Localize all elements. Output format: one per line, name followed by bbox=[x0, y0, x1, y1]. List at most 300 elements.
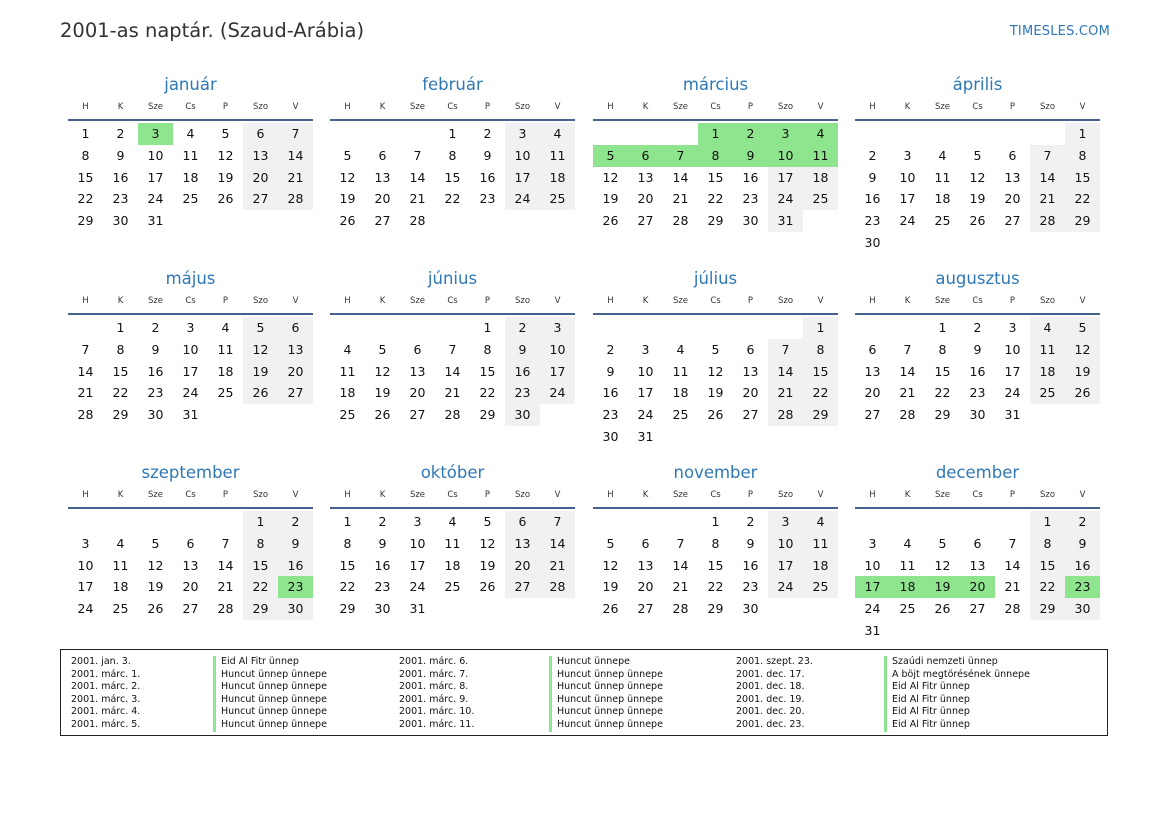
day-cell[interactable]: 14 bbox=[768, 361, 803, 383]
day-cell[interactable]: 10 bbox=[768, 533, 803, 555]
day-cell[interactable]: 3 bbox=[768, 123, 803, 145]
day-cell[interactable]: 30 bbox=[742, 213, 759, 229]
day-cell[interactable]: 22 bbox=[707, 579, 724, 595]
day-cell[interactable]: 11 bbox=[934, 169, 951, 185]
day-cell[interactable]: 23 bbox=[479, 191, 496, 207]
day-cell[interactable]: 25 bbox=[339, 407, 356, 423]
day-cell[interactable]: 30 bbox=[1065, 598, 1100, 620]
day-cell[interactable]: 12 bbox=[217, 147, 234, 163]
day-cell[interactable]: 8 bbox=[81, 147, 90, 163]
day-cell[interactable]: 14 bbox=[409, 169, 426, 185]
day-cell[interactable]: 15 bbox=[1065, 167, 1100, 189]
day-cell[interactable]: 28 bbox=[768, 404, 803, 426]
day-cell[interactable]: 6 bbox=[746, 341, 755, 357]
day-cell[interactable]: 23 bbox=[742, 579, 759, 595]
day-cell[interactable]: 28 bbox=[444, 407, 461, 423]
day-cell[interactable]: 24 bbox=[1004, 385, 1021, 401]
day-cell[interactable]: 18 bbox=[672, 385, 689, 401]
day-cell[interactable]: 13 bbox=[505, 533, 540, 555]
day-cell[interactable]: 19 bbox=[374, 385, 391, 401]
day-cell[interactable]: 12 bbox=[374, 363, 391, 379]
day-cell[interactable]: 3 bbox=[903, 147, 912, 163]
day-cell[interactable]: 20 bbox=[409, 385, 426, 401]
day-cell[interactable]: 10 bbox=[409, 535, 426, 551]
day-cell[interactable]: 8 bbox=[243, 533, 278, 555]
day-cell[interactable]: 28 bbox=[77, 407, 94, 423]
day-cell[interactable]: 31 bbox=[864, 622, 881, 638]
day-cell[interactable]: 3 bbox=[540, 317, 575, 339]
day-cell[interactable]: 25 bbox=[803, 188, 838, 210]
day-cell[interactable]: 4 bbox=[938, 147, 947, 163]
day-cell[interactable]: 18 bbox=[1030, 361, 1065, 383]
day-cell[interactable]: 15 bbox=[934, 363, 951, 379]
day-cell[interactable]: 1 bbox=[698, 123, 733, 145]
day-cell[interactable]: 7 bbox=[221, 535, 230, 551]
day-cell[interactable]: 2 bbox=[483, 126, 492, 141]
day-cell[interactable]: 4 bbox=[676, 341, 685, 357]
day-cell[interactable]: 19 bbox=[602, 191, 619, 207]
day-cell[interactable]: 31 bbox=[768, 210, 803, 232]
day-cell[interactable]: 21 bbox=[672, 191, 689, 207]
day-cell[interactable]: 13 bbox=[409, 363, 426, 379]
day-cell[interactable]: 21 bbox=[409, 191, 426, 207]
day-cell[interactable]: 22 bbox=[707, 191, 724, 207]
day-cell[interactable]: 16 bbox=[278, 555, 313, 577]
day-cell[interactable]: 9 bbox=[278, 533, 313, 555]
day-cell[interactable]: 23 bbox=[112, 191, 129, 207]
day-cell[interactable]: 2 bbox=[746, 514, 755, 529]
day-cell[interactable]: 20 bbox=[742, 385, 759, 401]
day-cell[interactable]: 14 bbox=[77, 363, 94, 379]
day-cell[interactable]: 12 bbox=[707, 363, 724, 379]
day-cell[interactable]: 27 bbox=[864, 407, 881, 423]
day-cell[interactable]: 10 bbox=[768, 145, 803, 167]
day-cell[interactable]: 24 bbox=[864, 601, 881, 617]
day-cell[interactable]: 22 bbox=[339, 579, 356, 595]
day-cell[interactable]: 1 bbox=[1030, 511, 1065, 533]
day-cell[interactable]: 30 bbox=[278, 598, 313, 620]
day-cell[interactable]: 27 bbox=[243, 188, 278, 210]
day-cell[interactable]: 29 bbox=[339, 601, 356, 617]
day-cell[interactable]: 2 bbox=[973, 320, 982, 335]
day-cell[interactable]: 8 bbox=[938, 341, 947, 357]
day-cell[interactable]: 7 bbox=[448, 341, 457, 357]
day-cell[interactable]: 14 bbox=[540, 533, 575, 555]
day-cell[interactable]: 23 bbox=[505, 382, 540, 404]
day-cell[interactable]: 21 bbox=[278, 167, 313, 189]
day-cell[interactable]: 2 bbox=[505, 317, 540, 339]
day-cell[interactable]: 29 bbox=[112, 407, 129, 423]
day-cell[interactable]: 25 bbox=[217, 385, 234, 401]
day-cell[interactable]: 1 bbox=[803, 317, 838, 339]
day-cell[interactable]: 30 bbox=[112, 213, 129, 229]
day-cell[interactable]: 10 bbox=[899, 169, 916, 185]
day-cell[interactable]: 13 bbox=[742, 363, 759, 379]
day-cell[interactable]: 12 bbox=[602, 169, 619, 185]
day-cell[interactable]: 11 bbox=[803, 533, 838, 555]
day-cell[interactable]: 6 bbox=[628, 145, 663, 167]
day-cell[interactable]: 12 bbox=[243, 339, 278, 361]
day-cell[interactable]: 14 bbox=[1004, 557, 1021, 573]
day-cell[interactable]: 18 bbox=[540, 167, 575, 189]
day-cell[interactable]: 5 bbox=[378, 341, 387, 357]
day-cell[interactable]: 29 bbox=[707, 601, 724, 617]
day-cell[interactable]: 16 bbox=[479, 169, 496, 185]
day-cell[interactable]: 17 bbox=[77, 579, 94, 595]
day-cell[interactable]: 13 bbox=[969, 557, 986, 573]
day-cell[interactable]: 28 bbox=[899, 407, 916, 423]
day-cell[interactable]: 6 bbox=[1008, 147, 1017, 163]
day-cell[interactable]: 5 bbox=[973, 147, 982, 163]
day-cell[interactable]: 5 bbox=[343, 147, 352, 163]
day-cell[interactable]: 9 bbox=[483, 147, 492, 163]
day-cell[interactable]: 27 bbox=[742, 407, 759, 423]
day-cell[interactable]: 25 bbox=[1030, 382, 1065, 404]
day-cell[interactable]: 4 bbox=[903, 535, 912, 551]
day-cell[interactable]: 4 bbox=[116, 535, 125, 551]
day-cell[interactable]: 18 bbox=[182, 169, 199, 185]
day-cell[interactable]: 15 bbox=[707, 169, 724, 185]
day-cell[interactable]: 19 bbox=[339, 191, 356, 207]
day-cell[interactable]: 31 bbox=[147, 213, 164, 229]
day-cell[interactable]: 20 bbox=[374, 191, 391, 207]
day-cell[interactable]: 16 bbox=[864, 191, 881, 207]
day-cell[interactable]: 9 bbox=[606, 363, 615, 379]
day-cell[interactable]: 3 bbox=[868, 535, 877, 551]
day-cell[interactable]: 30 bbox=[864, 234, 881, 250]
day-cell[interactable]: 4 bbox=[803, 511, 838, 533]
day-cell[interactable]: 21 bbox=[444, 385, 461, 401]
day-cell[interactable]: 14 bbox=[278, 145, 313, 167]
day-cell[interactable]: 7 bbox=[1030, 145, 1065, 167]
day-cell[interactable]: 10 bbox=[147, 147, 164, 163]
day-cell[interactable]: 25 bbox=[444, 579, 461, 595]
day-cell[interactable]: 14 bbox=[1030, 167, 1065, 189]
day-cell[interactable]: 4 bbox=[343, 341, 352, 357]
day-cell[interactable]: 10 bbox=[864, 557, 881, 573]
day-cell[interactable]: 6 bbox=[505, 511, 540, 533]
day-cell[interactable]: 12 bbox=[1065, 339, 1100, 361]
day-cell[interactable]: 3 bbox=[138, 123, 173, 145]
day-cell[interactable]: 21 bbox=[768, 382, 803, 404]
day-cell[interactable]: 17 bbox=[768, 167, 803, 189]
day-cell[interactable]: 30 bbox=[147, 407, 164, 423]
day-cell[interactable]: 25 bbox=[540, 188, 575, 210]
day-cell[interactable]: 1 bbox=[448, 126, 457, 141]
day-cell[interactable]: 21 bbox=[540, 555, 575, 577]
day-cell[interactable]: 7 bbox=[903, 341, 912, 357]
day-cell[interactable]: 29 bbox=[479, 407, 496, 423]
day-cell[interactable]: 30 bbox=[969, 407, 986, 423]
day-cell[interactable]: 5 bbox=[243, 317, 278, 339]
day-cell[interactable]: 19 bbox=[707, 385, 724, 401]
day-cell[interactable]: 16 bbox=[374, 557, 391, 573]
day-cell[interactable]: 14 bbox=[672, 169, 689, 185]
day-cell[interactable]: 25 bbox=[672, 407, 689, 423]
day-cell[interactable]: 23 bbox=[742, 191, 759, 207]
day-cell[interactable]: 5 bbox=[151, 535, 160, 551]
day-cell[interactable]: 19 bbox=[1065, 361, 1100, 383]
day-cell[interactable]: 7 bbox=[540, 511, 575, 533]
day-cell[interactable]: 27 bbox=[505, 576, 540, 598]
day-cell[interactable]: 13 bbox=[864, 363, 881, 379]
day-cell[interactable]: 4 bbox=[540, 123, 575, 145]
day-cell[interactable]: 26 bbox=[147, 601, 164, 617]
day-cell[interactable]: 3 bbox=[413, 514, 422, 529]
day-cell[interactable]: 7 bbox=[278, 123, 313, 145]
day-cell[interactable]: 9 bbox=[116, 147, 125, 163]
day-cell[interactable]: 2 bbox=[606, 341, 615, 357]
day-cell[interactable]: 21 bbox=[1004, 579, 1021, 595]
day-cell[interactable]: 1 bbox=[938, 320, 947, 335]
day-cell[interactable]: 28 bbox=[540, 576, 575, 598]
day-cell[interactable]: 27 bbox=[637, 213, 654, 229]
day-cell[interactable]: 14 bbox=[672, 557, 689, 573]
day-cell[interactable]: 19 bbox=[243, 361, 278, 383]
day-cell[interactable]: 25 bbox=[112, 601, 129, 617]
day-cell[interactable]: 23 bbox=[602, 407, 619, 423]
day-cell[interactable]: 24 bbox=[637, 407, 654, 423]
day-cell[interactable]: 29 bbox=[1065, 210, 1100, 232]
day-cell[interactable]: 21 bbox=[77, 385, 94, 401]
day-cell[interactable]: 21 bbox=[899, 385, 916, 401]
day-cell[interactable]: 17 bbox=[899, 191, 916, 207]
day-cell[interactable]: 18 bbox=[803, 167, 838, 189]
day-cell[interactable]: 20 bbox=[243, 167, 278, 189]
day-cell[interactable]: 6 bbox=[641, 535, 650, 551]
day-cell[interactable]: 15 bbox=[479, 363, 496, 379]
day-cell[interactable]: 26 bbox=[602, 601, 619, 617]
day-cell[interactable]: 17 bbox=[768, 555, 803, 577]
day-cell[interactable]: 8 bbox=[343, 535, 352, 551]
day-cell[interactable]: 17 bbox=[540, 361, 575, 383]
day-cell[interactable]: 1 bbox=[1065, 123, 1100, 145]
day-cell[interactable]: 5 bbox=[711, 341, 720, 357]
day-cell[interactable]: 20 bbox=[505, 555, 540, 577]
day-cell[interactable]: 2 bbox=[1065, 511, 1100, 533]
day-cell[interactable]: 29 bbox=[707, 213, 724, 229]
day-cell[interactable]: 13 bbox=[374, 169, 391, 185]
day-cell[interactable]: 2 bbox=[278, 511, 313, 533]
day-cell[interactable]: 31 bbox=[637, 428, 654, 444]
day-cell[interactable]: 17 bbox=[637, 385, 654, 401]
day-cell[interactable]: 8 bbox=[448, 147, 457, 163]
day-cell[interactable]: 24 bbox=[409, 579, 426, 595]
day-cell[interactable]: 28 bbox=[672, 213, 689, 229]
day-cell[interactable]: 30 bbox=[602, 428, 619, 444]
day-cell[interactable]: 9 bbox=[505, 339, 540, 361]
day-cell[interactable]: 24 bbox=[540, 382, 575, 404]
day-cell[interactable]: 8 bbox=[803, 339, 838, 361]
day-cell[interactable]: 25 bbox=[803, 576, 838, 598]
day-cell[interactable]: 28 bbox=[672, 601, 689, 617]
day-cell[interactable]: 1 bbox=[81, 126, 90, 141]
day-cell[interactable]: 13 bbox=[637, 557, 654, 573]
day-cell[interactable]: 16 bbox=[147, 363, 164, 379]
day-cell[interactable]: 7 bbox=[676, 535, 685, 551]
day-cell[interactable]: 22 bbox=[934, 385, 951, 401]
day-cell[interactable]: 9 bbox=[973, 341, 982, 357]
day-cell[interactable]: 26 bbox=[707, 407, 724, 423]
day-cell[interactable]: 11 bbox=[112, 557, 129, 573]
day-cell[interactable]: 4 bbox=[1030, 317, 1065, 339]
day-cell[interactable]: 1 bbox=[711, 514, 720, 529]
brand-link[interactable]: TIMESLES.COM bbox=[1009, 24, 1110, 39]
day-cell[interactable]: 11 bbox=[182, 147, 199, 163]
day-cell[interactable]: 13 bbox=[182, 557, 199, 573]
day-cell[interactable]: 10 bbox=[77, 557, 94, 573]
day-cell[interactable]: 27 bbox=[278, 382, 313, 404]
day-cell[interactable]: 11 bbox=[339, 363, 356, 379]
day-cell[interactable]: 26 bbox=[1065, 382, 1100, 404]
day-cell[interactable]: 28 bbox=[1004, 601, 1021, 617]
day-cell[interactable]: 23 bbox=[969, 385, 986, 401]
day-cell[interactable]: 13 bbox=[278, 339, 313, 361]
day-cell[interactable]: 14 bbox=[444, 363, 461, 379]
day-cell[interactable]: 22 bbox=[803, 382, 838, 404]
day-cell[interactable]: 9 bbox=[151, 341, 160, 357]
day-cell[interactable]: 14 bbox=[217, 557, 234, 573]
day-cell[interactable]: 24 bbox=[505, 188, 540, 210]
day-cell[interactable]: 7 bbox=[1008, 535, 1017, 551]
day-cell[interactable]: 15 bbox=[77, 169, 94, 185]
day-cell[interactable]: 12 bbox=[602, 557, 619, 573]
day-cell[interactable]: 20 bbox=[637, 191, 654, 207]
day-cell[interactable]: 11 bbox=[899, 557, 916, 573]
day-cell[interactable]: 11 bbox=[803, 145, 838, 167]
day-cell[interactable]: 26 bbox=[602, 213, 619, 229]
day-cell[interactable]: 7 bbox=[413, 147, 422, 163]
day-cell[interactable]: 31 bbox=[182, 407, 199, 423]
day-cell[interactable]: 5 bbox=[483, 514, 492, 529]
day-cell[interactable]: 20 bbox=[1004, 191, 1021, 207]
day-cell[interactable]: 25 bbox=[934, 213, 951, 229]
day-cell[interactable]: 9 bbox=[1065, 533, 1100, 555]
day-cell[interactable]: 22 bbox=[1030, 576, 1065, 598]
day-cell[interactable]: 12 bbox=[147, 557, 164, 573]
day-cell[interactable]: 24 bbox=[77, 601, 94, 617]
day-cell[interactable]: 10 bbox=[182, 341, 199, 357]
day-cell[interactable]: 8 bbox=[698, 145, 733, 167]
day-cell[interactable]: 2 bbox=[378, 514, 387, 529]
day-cell[interactable]: 20 bbox=[278, 361, 313, 383]
day-cell[interactable]: 30 bbox=[505, 404, 540, 426]
day-cell[interactable]: 13 bbox=[1004, 169, 1021, 185]
day-cell[interactable]: 6 bbox=[186, 535, 195, 551]
day-cell[interactable]: 19 bbox=[969, 191, 986, 207]
day-cell[interactable]: 23 bbox=[147, 385, 164, 401]
day-cell[interactable]: 21 bbox=[1030, 188, 1065, 210]
day-cell[interactable]: 25 bbox=[182, 191, 199, 207]
day-cell[interactable]: 24 bbox=[768, 188, 803, 210]
day-cell[interactable]: 9 bbox=[746, 535, 755, 551]
day-cell[interactable]: 9 bbox=[868, 169, 877, 185]
day-cell[interactable]: 7 bbox=[81, 341, 90, 357]
day-cell[interactable]: 24 bbox=[899, 213, 916, 229]
day-cell[interactable]: 1 bbox=[243, 511, 278, 533]
day-cell[interactable]: 15 bbox=[339, 557, 356, 573]
day-cell[interactable]: 4 bbox=[186, 126, 195, 141]
day-cell[interactable]: 3 bbox=[505, 123, 540, 145]
day-cell[interactable]: 16 bbox=[742, 169, 759, 185]
day-cell[interactable]: 8 bbox=[1065, 145, 1100, 167]
day-cell[interactable]: 26 bbox=[479, 579, 496, 595]
day-cell[interactable]: 6 bbox=[413, 341, 422, 357]
day-cell[interactable]: 11 bbox=[1030, 339, 1065, 361]
day-cell[interactable]: 24 bbox=[182, 385, 199, 401]
day-cell[interactable]: 8 bbox=[483, 341, 492, 357]
day-cell[interactable]: 18 bbox=[339, 385, 356, 401]
day-cell[interactable]: 17 bbox=[1004, 363, 1021, 379]
day-cell[interactable]: 27 bbox=[409, 407, 426, 423]
day-cell[interactable]: 18 bbox=[890, 576, 925, 598]
day-cell[interactable]: 16 bbox=[505, 361, 540, 383]
day-cell[interactable]: 13 bbox=[243, 145, 278, 167]
day-cell[interactable]: 12 bbox=[479, 535, 496, 551]
day-cell[interactable]: 26 bbox=[969, 213, 986, 229]
day-cell[interactable]: 16 bbox=[112, 169, 129, 185]
day-cell[interactable]: 27 bbox=[1004, 213, 1021, 229]
day-cell[interactable]: 16 bbox=[742, 557, 759, 573]
day-cell[interactable]: 22 bbox=[77, 191, 94, 207]
day-cell[interactable]: 17 bbox=[182, 363, 199, 379]
day-cell[interactable]: 23 bbox=[864, 213, 881, 229]
day-cell[interactable]: 15 bbox=[1030, 555, 1065, 577]
day-cell[interactable]: 25 bbox=[899, 601, 916, 617]
day-cell[interactable]: 8 bbox=[116, 341, 125, 357]
day-cell[interactable]: 22 bbox=[444, 191, 461, 207]
day-cell[interactable]: 12 bbox=[969, 169, 986, 185]
day-cell[interactable]: 24 bbox=[147, 191, 164, 207]
day-cell[interactable]: 17 bbox=[147, 169, 164, 185]
day-cell[interactable]: 6 bbox=[378, 147, 387, 163]
day-cell[interactable]: 10 bbox=[540, 339, 575, 361]
day-cell[interactable]: 22 bbox=[479, 385, 496, 401]
day-cell[interactable]: 29 bbox=[934, 407, 951, 423]
day-cell[interactable]: 28 bbox=[1030, 210, 1065, 232]
day-cell[interactable]: 17 bbox=[855, 576, 890, 598]
day-cell[interactable]: 12 bbox=[934, 557, 951, 573]
day-cell[interactable]: 23 bbox=[278, 576, 313, 598]
day-cell[interactable]: 5 bbox=[606, 535, 615, 551]
day-cell[interactable]: 2 bbox=[733, 123, 768, 145]
day-cell[interactable]: 26 bbox=[374, 407, 391, 423]
day-cell[interactable]: 24 bbox=[768, 576, 803, 598]
day-cell[interactable]: 6 bbox=[243, 123, 278, 145]
day-cell[interactable]: 7 bbox=[768, 339, 803, 361]
day-cell[interactable]: 15 bbox=[444, 169, 461, 185]
day-cell[interactable]: 17 bbox=[505, 167, 540, 189]
day-cell[interactable]: 18 bbox=[934, 191, 951, 207]
day-cell[interactable]: 10 bbox=[505, 145, 540, 167]
day-cell[interactable]: 27 bbox=[637, 601, 654, 617]
day-cell[interactable]: 29 bbox=[1030, 598, 1065, 620]
day-cell[interactable]: 12 bbox=[339, 169, 356, 185]
day-cell[interactable]: 1 bbox=[116, 320, 125, 335]
day-cell[interactable]: 26 bbox=[339, 213, 356, 229]
day-cell[interactable]: 2 bbox=[116, 126, 125, 141]
day-cell[interactable]: 18 bbox=[112, 579, 129, 595]
day-cell[interactable]: 22 bbox=[112, 385, 129, 401]
day-cell[interactable]: 31 bbox=[1004, 407, 1021, 423]
day-cell[interactable]: 3 bbox=[186, 320, 195, 335]
day-cell[interactable]: 19 bbox=[925, 576, 960, 598]
day-cell[interactable]: 23 bbox=[374, 579, 391, 595]
day-cell[interactable]: 4 bbox=[803, 123, 838, 145]
day-cell[interactable]: 4 bbox=[448, 514, 457, 529]
day-cell[interactable]: 13 bbox=[637, 169, 654, 185]
day-cell[interactable]: 19 bbox=[217, 169, 234, 185]
